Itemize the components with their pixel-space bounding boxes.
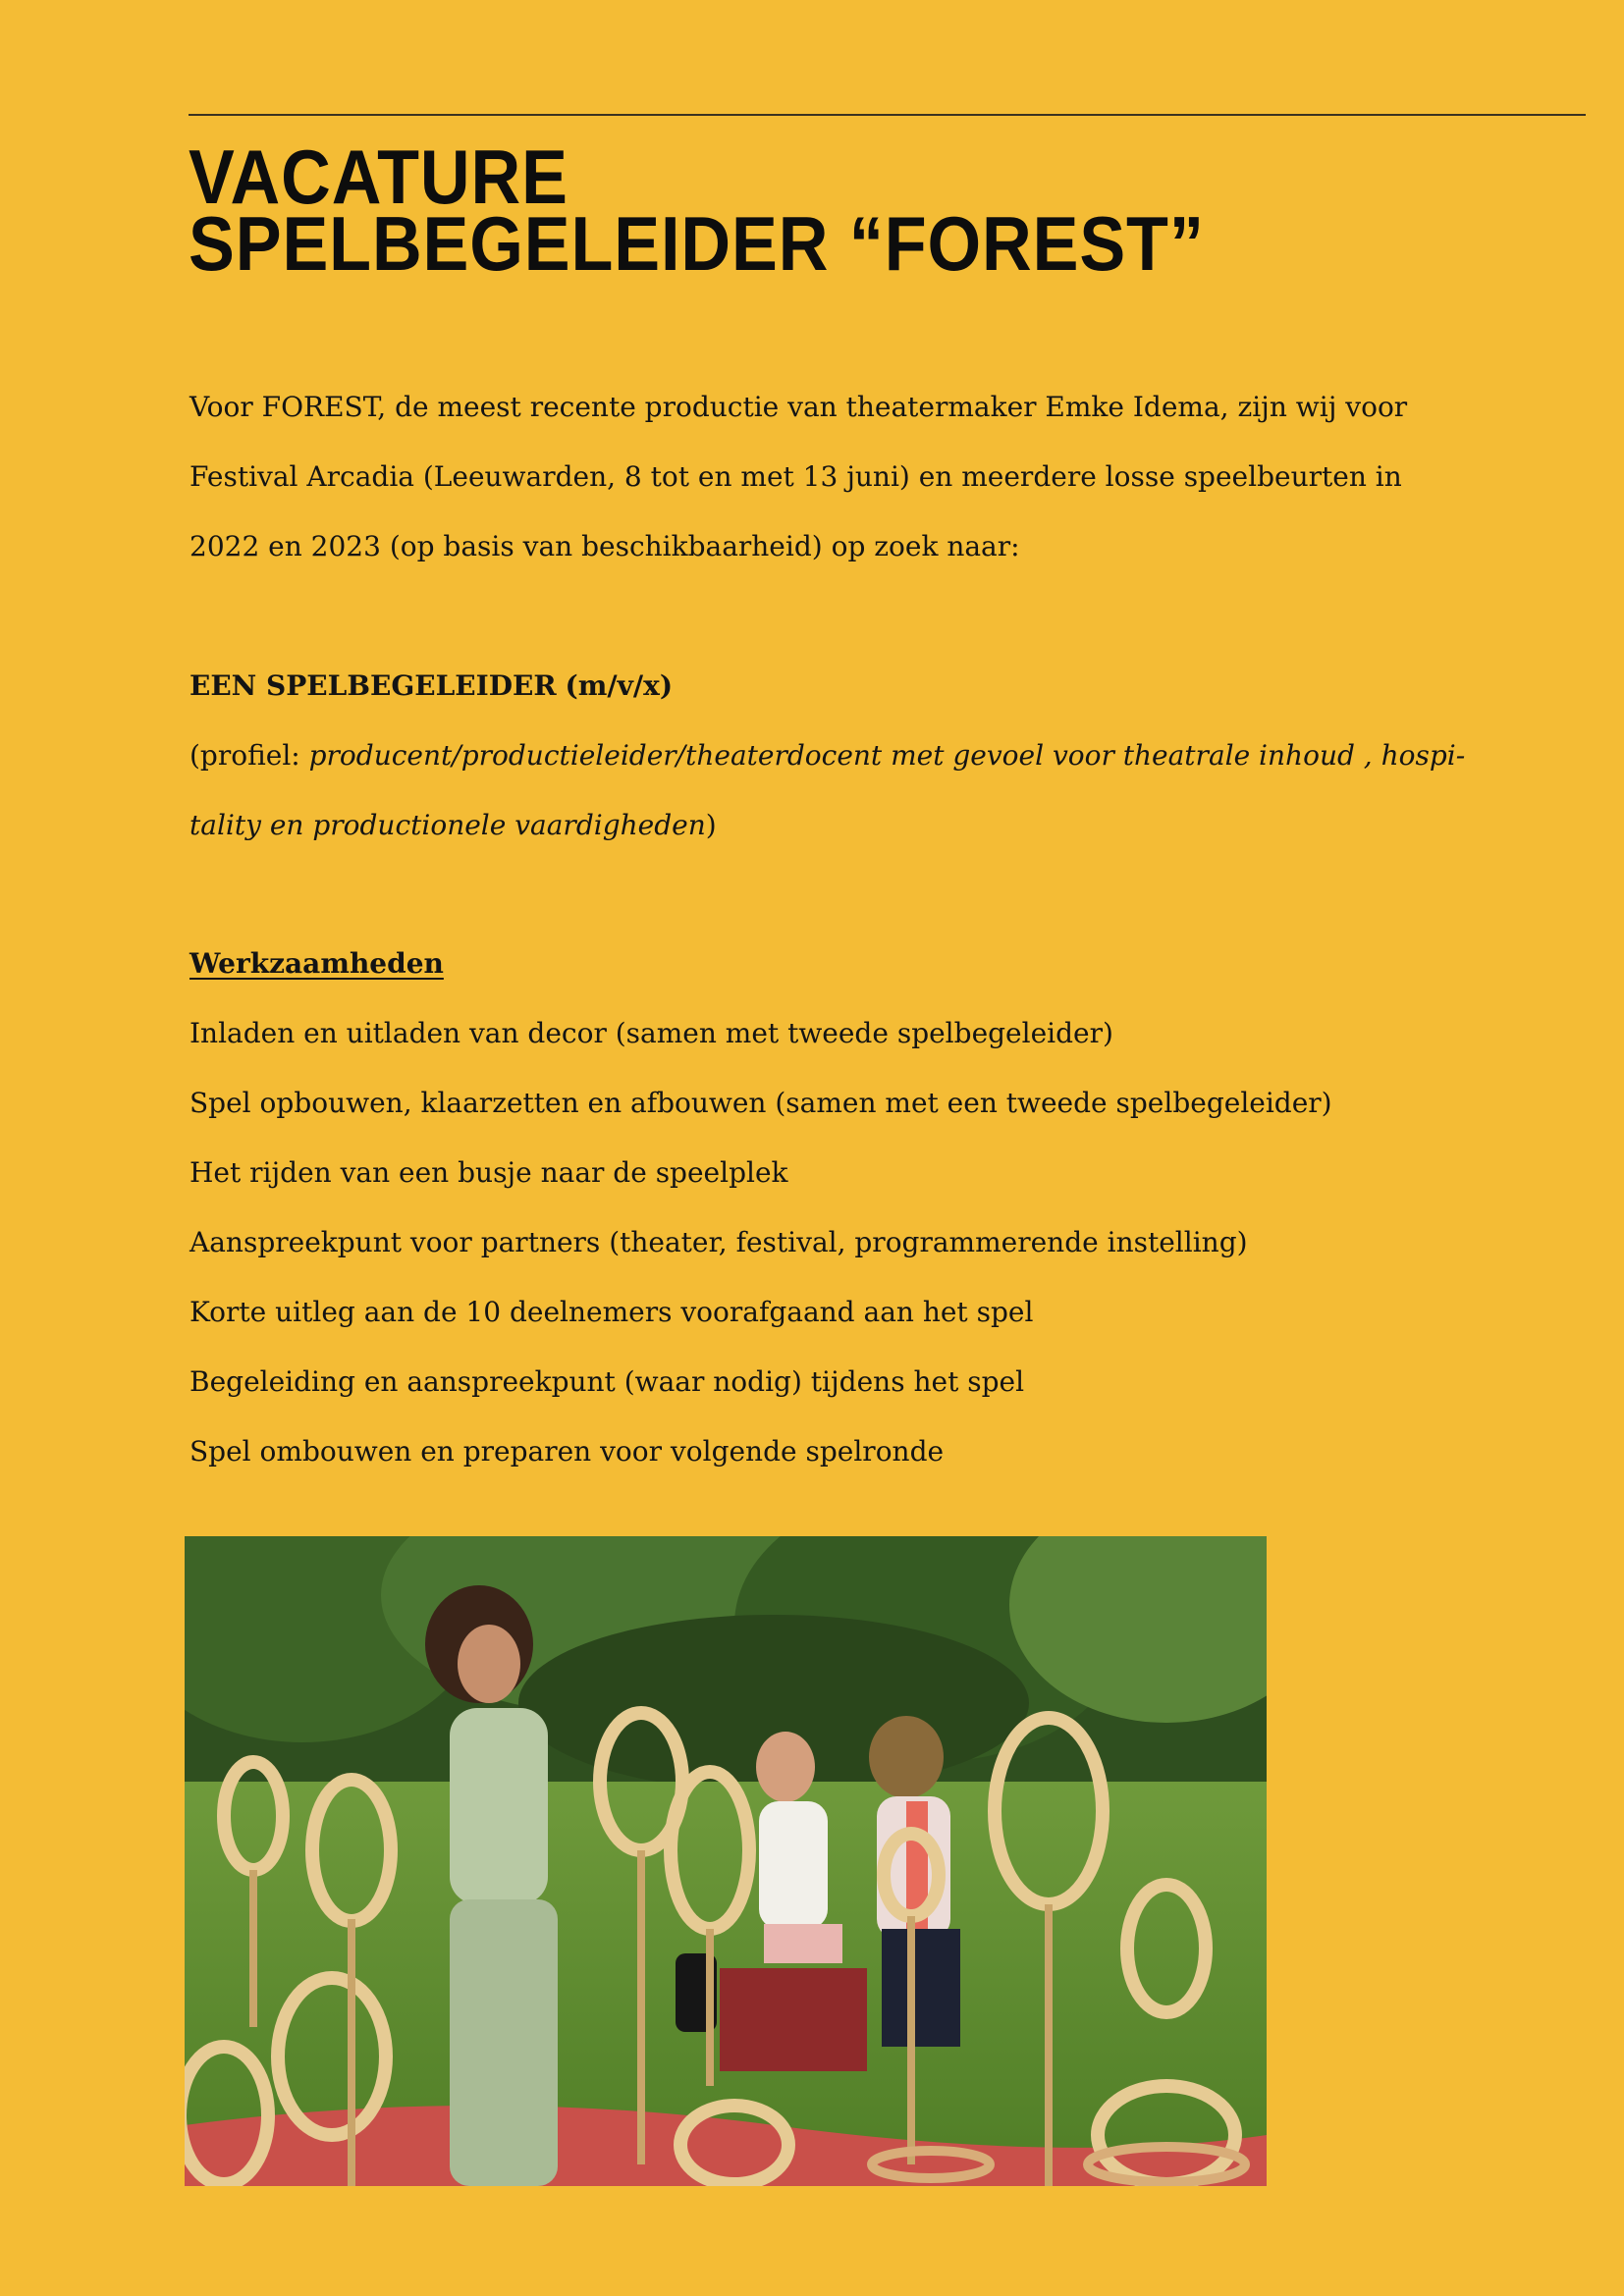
profile-prefix: (profiel: bbox=[189, 739, 309, 772]
profile-line-1 bbox=[189, 721, 1466, 790]
title-line-1: VACATURE bbox=[189, 133, 568, 220]
intro-line: 2022 en 2023 (op basis van beschikbaarheid) op zoek naar: bbox=[189, 530, 1020, 562]
task-item: Spel ombouwen en preparen voor volgende spelronde bbox=[189, 1435, 945, 1468]
role-heading-line bbox=[189, 651, 1417, 721]
task-item: Begeleiding en aanspreekpunt (waar nodig) tijdens het spel bbox=[189, 1365, 1025, 1398]
intro-line: Voor FOREST, de meest recente productie van theatermaker Emke Idema, zijn wij voor bbox=[189, 391, 1408, 423]
profile-text-1: producent/productieleider/theaterdocent met gevoel voor theatrale inhoud , hospi- bbox=[308, 739, 1466, 772]
task-item: Inladen en uitladen van decor (samen met tweede spelbegeleider) bbox=[189, 1017, 1113, 1049]
intro-paragraph bbox=[189, 372, 1417, 581]
intro-line: Festival Arcadia (Leeuwarden, 8 tot en met 13 juni) en meerdere losse speelbeurten in bbox=[189, 460, 1402, 493]
tasks-list bbox=[189, 998, 1417, 1486]
role-title: EEN SPELBEGELEIDER bbox=[189, 669, 557, 702]
profile-text-2: tality en productionele vaardigheden bbox=[189, 809, 706, 841]
top-rule bbox=[189, 114, 1586, 116]
page-title bbox=[189, 133, 1205, 287]
task-item: Spel opbouwen, klaarzetten en afbouwen (samen met een tweede spelbegeleider) bbox=[189, 1087, 1332, 1119]
profile-line-2 bbox=[189, 790, 1417, 860]
task-item: Korte uitleg aan de 10 deelnemers voorafgaand aan het spel bbox=[189, 1296, 1034, 1328]
task-item: Aanspreekpunt voor partners (theater, festival, programmerende instelling) bbox=[189, 1226, 1248, 1258]
tasks-heading: Werkzaamheden bbox=[189, 947, 444, 980]
forest-photo bbox=[185, 1536, 1267, 2186]
forest-photo-illustration bbox=[185, 1536, 1267, 2186]
tasks-section bbox=[189, 929, 1417, 1486]
profile-suffix: ) bbox=[705, 809, 717, 841]
task-item: Het rijden van een busje naar de speelplek bbox=[189, 1156, 788, 1189]
role-suffix: (m/v/x) bbox=[565, 669, 674, 702]
title-line-2: SPELBEGELEIDER “FOREST” bbox=[189, 200, 1205, 287]
role-section bbox=[189, 651, 1466, 860]
